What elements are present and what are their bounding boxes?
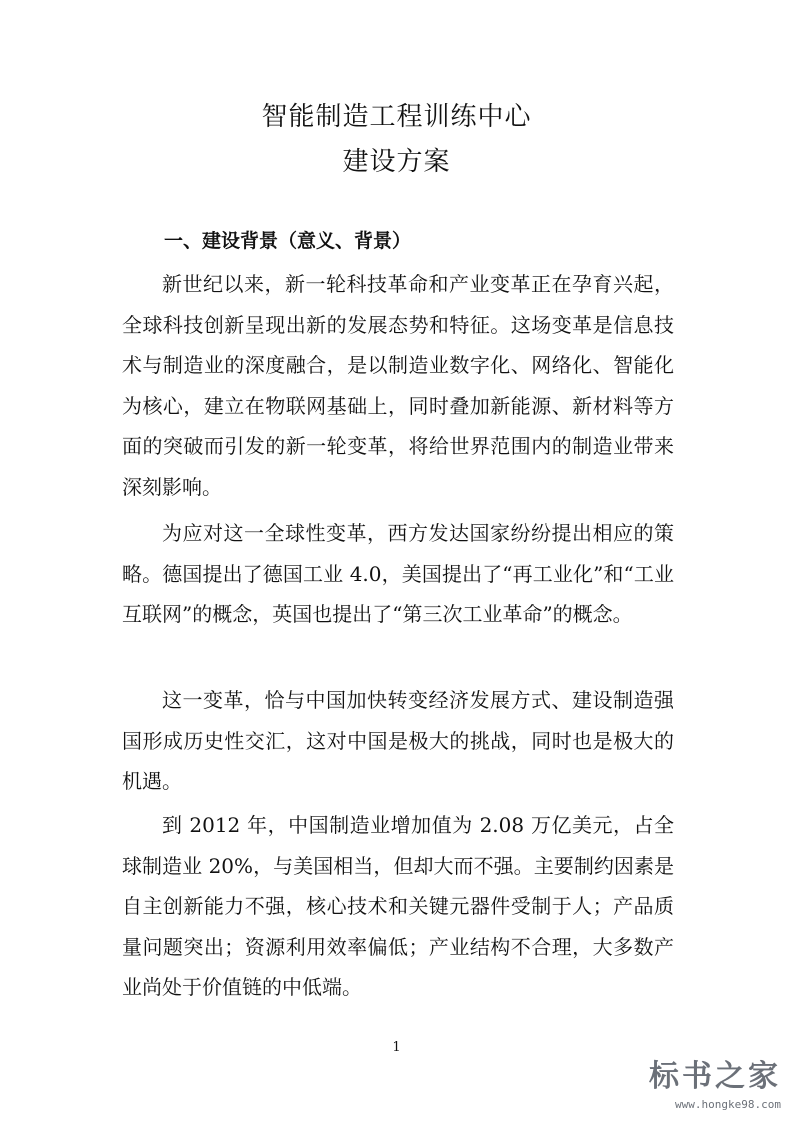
watermark-logo: 标书之家 bbox=[649, 1059, 781, 1094]
paragraph: 新世纪以来，新一轮科技革命和产业变革正在孕育兴起，全球科技创新呈现出新的发展态势和特征。这场变革是信息技术与制造业的深度融合，是以制造业数字化、网络化、智能化为核心，建立在物联网基础上，同时叠加新能源、新材料等方面的突破而引发的新一轮变革，将给世界范围内的制造业带来深刻影响。 bbox=[122, 272, 674, 499]
watermark-url: www.hongke98.com bbox=[675, 1098, 781, 1111]
paragraph: 为应对这一全球性变革，西方发达国家纷纷提出相应的策略。德国提出了德国工业 4.0，美国提出了“再工业化”和“工业互联网”的概念，英国也提出了“第三次工业革命”的概念。 bbox=[122, 521, 674, 627]
watermark bbox=[631, 1058, 781, 1116]
section-heading: 一、建设背景（意义、背景） bbox=[164, 230, 412, 252]
paragraph: 这一变革，恰与中国加快转变经济发展方式、建设制造强国形成历史性交汇，这对中国是极大的挑战，同时也是极大的机遇。 bbox=[122, 688, 674, 794]
document-title: 智能制造工程训练中心 bbox=[261, 102, 532, 132]
page-number: 1 bbox=[392, 1040, 401, 1055]
document-subtitle: 建设方案 bbox=[342, 147, 451, 177]
paragraph: 到 2012 年，中国制造业增加值为 2.08 万亿美元，占全球制造业 20%，与美国相当，但却大而不强。主要制约因素是自主创新能力不强，核心技术和关键元器件受制于人；产品质量问题突出；资源利用效率偏低；产业结构不合理，大多数产业尚处于价值链的中低端。 bbox=[122, 813, 674, 1000]
